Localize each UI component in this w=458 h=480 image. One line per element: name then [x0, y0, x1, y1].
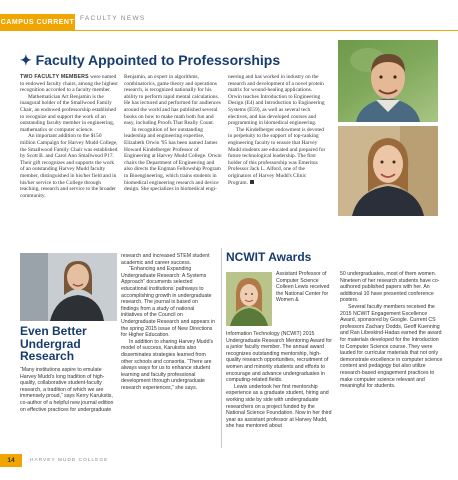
- section-header: [0, 0, 458, 40]
- column-divider: [221, 248, 222, 448]
- article2-column-2: [121, 253, 217, 449]
- paragraph: In addition to sharing Harvey Mudd’s model of success, Karukstis also disseminates strategies learned from other schools and consortia. “There are always ways for us to enhance student learning and faculty professional development through undergraduate research experiences,” she says.: [121, 338, 214, 391]
- paragraph: Lewis undertook her first mentorship experience as a graduate student, hiring and working side by side with undergraduate researchers on a project funded by the National Science Foundation. Now in her third year as assistant professor at Harvey Mudd, she has mentored about: [226, 383, 332, 430]
- faculty-news-label: FACULTY NEWS: [80, 15, 146, 22]
- portrait-illustration: [20, 253, 117, 321]
- paragraph: An important addition to the $150 million Campaign for Harvey Mudd College, the Smallwood Family Chair was established by Scott B. and Carol Ann Smallwood P17. Their gift recognizes and supports the work of an outstanding Harvey Mudd faculty member, distinguished in his/her field and in his/her service to the College through teaching, research and service to the broader community.: [20, 133, 118, 199]
- portrait-illustration: [338, 126, 438, 216]
- header-rule: [75, 30, 458, 31]
- article-title-undergrad-research: Even Better Undergrad Research: [20, 324, 87, 363]
- article3-column-2: [340, 271, 444, 449]
- portrait-lewis: [226, 272, 272, 326]
- campus-current-tab: CAMPUS CURRENT: [0, 14, 75, 31]
- article1-column-1: TWO FACULTY MEMBERS were named to endowed faculty chairs, among the highest recognition accorded to a faculty member. Mathematician Art Benjamin is the inaugural holder of the Smallwood Family Chair, an endowed professorship established to recognize and support the work of an outstanding faculty member in engineering, mathematics or computer science. An important addition to the $150 million Campaign for Harvey Mudd College, the Smallwood Family Chair was established by Scott B. and Carol Ann Smallwood P17. Their gift recognizes and supports the work of an outstanding Harvey Mudd faculty member, distinguished in his/her field and in his/her service to the College through teaching, research and service to the broader community.: [20, 74, 118, 199]
- article-title-ncwit: NCWIT Awards: [226, 250, 312, 264]
- portrait-illustration: [338, 40, 438, 122]
- lead-in: TWO FACULTY MEMBERS: [20, 74, 89, 80]
- article-title-professorships: ✦ Faculty Appointed to Professorships: [20, 52, 281, 68]
- article3-column-1: [226, 331, 334, 449]
- paragraph: Assistant Professor of Computer Science Colleen Lewis received the National Center for Women &: [276, 271, 330, 304]
- paragraph: In recognition of her outstanding leadership and engineering expertise, Elizabeth Orwin '95 has been named James Howard Kindelberger Professor of Engineering at Harvey Mudd College. Orwin chairs the Department of Engineering and also directs the Engman Fellowship Program in Bioengineering, which trains students in biomedical engineering research and device design. She specializes in biomedical engi-: [124, 126, 222, 193]
- paragraph: neering and has worked in industry on the research and development of a novel protein matrix for wound-healing applications. Orwin teaches Introduction to Engineering Design (E4) and Introduction to Engineering Systems (E59), as well as several tech electives, and has developed courses and programming in biomedical engineering.: [228, 74, 325, 127]
- paragraph: 50 undergraduates, most of them women. Nineteen of her research students have co-authored published papers with her. An additional 10 have presented conference posters.: [340, 271, 440, 304]
- article3-narrow-text: [276, 271, 333, 331]
- paragraph: Information Technology (NCWIT) 2015 Undergraduate Research Mentoring Award for a junior faculty member. The annual award recognizes outstanding mentorship, high-quality research opportunities, recruitment of women and minority students and efforts to encourage and advance undergraduates in computing-related fields.: [226, 331, 333, 384]
- article2-column-1: [20, 367, 116, 447]
- end-mark-icon: [250, 180, 254, 184]
- portrait-illustration: [226, 272, 272, 326]
- paragraph: Benjamin, an expert in algorithms, combinatorics, game theory and operations research, is recognized nationally for his ability to perform rapid mental calculations. He has lectured and performed for audiences around the world and has published several books on how to make math both fun and easy, including Proofs That Really Count.: [124, 74, 221, 127]
- photo-karukstis: [20, 253, 117, 321]
- paragraph: Mathematician Art Benjamin is the inaugural holder of the Smallwood Family Chair, an endowed professorship established to recognize and support the work of an outstanding faculty member in engineering, mathematics or computer science.: [20, 93, 117, 133]
- paragraph: “Enhancing and Expanding Undergraduate Research: A Systems Approach” documents selected educational institutions’ pathways to accomplishing growth in undergraduate research. The journal is based on findings from a study of national initiatives of the Council on Undergraduate Research and appears in the spring 2015 issue of New Directions for Higher Education.: [121, 266, 216, 339]
- paragraph: “Many institutions aspire to emulate Harvey Mudd’s long tradition of high-quality, collaborative student-faculty research, a tradition of which we are immensely proud,” says Kerry Karukstis, co-author of a helpful new journal edition on effective practices for undergraduate: [20, 367, 114, 413]
- publication-name: HARVEY MUDD COLLEGE: [30, 458, 109, 463]
- title-star-icon: ✦: [20, 52, 32, 68]
- paragraph: Several faculty members received the 2015 NCWIT Engagement Excellence Award, sponsored by Google. Current CS professors Zachary Dodds, Geoff Kuenning and Ran Libeskind-Hadas earned the award for materials developed for the Introduction to Computer Science course. They were lauded for curricular materials that not only demonstrate excellence in computer science content and pedagogy but also utilize research-based engagement practices to make computer science relevant and meaningful for students.: [340, 303, 443, 390]
- paragraph: research and increased STEM student academic and career success.: [121, 253, 210, 266]
- article1-column-2: [124, 74, 222, 216]
- article1-column-3: neering and has worked in industry on the research and development of a novel protein matrix for wound-healing applications. Orwin teaches Introduction to Engineering Design (E4) and Introduction to Engineering Systems (E59), as well as several tech electives, and has developed courses and programming in biomedical engineering. The Kindelberger endowment is devoted in perpetuity to the support of top-ranking engineering faculty to ensure that Harvey Mudd students are educated and prepared for future technological leadership. The first holder of this professorship was Emeritus Professor Jack L. Alford, one of the originators of Harvey Mudd's Clinic Program.: [228, 74, 326, 186]
- portrait-benjamin: [338, 40, 438, 122]
- portrait-orwin: [338, 126, 438, 216]
- page-number: 14: [0, 454, 22, 467]
